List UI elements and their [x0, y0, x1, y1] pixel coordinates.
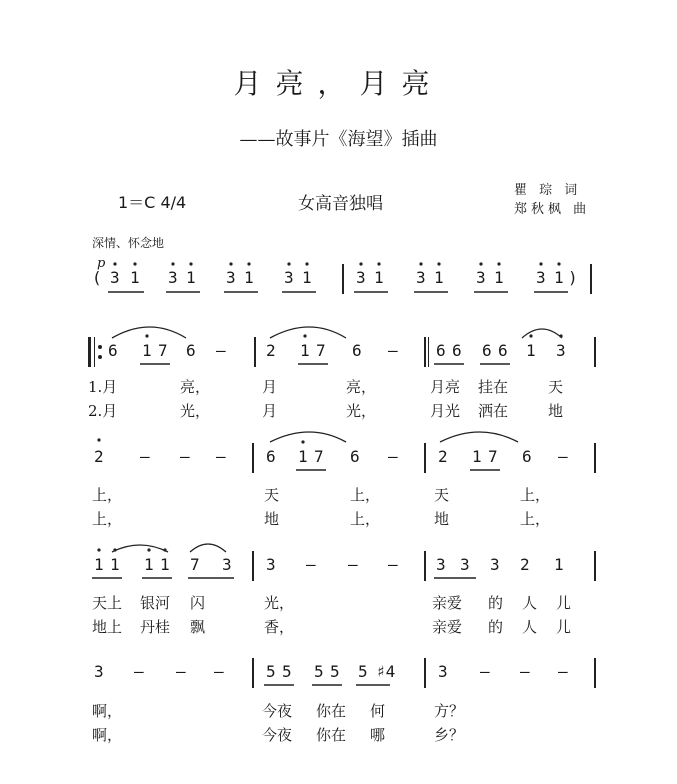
- lyric: 啊，: [92, 726, 123, 744]
- barline: [424, 337, 426, 367]
- lyric: 的: [488, 618, 504, 636]
- lyric: 天: [548, 378, 564, 396]
- note: 1: [160, 555, 170, 574]
- note: 7: [316, 341, 326, 360]
- note: 6: [108, 341, 118, 360]
- lyric: 洒在: [478, 402, 509, 420]
- dash: —: [216, 341, 226, 360]
- barline: [424, 551, 426, 581]
- lyric: 今夜: [262, 702, 293, 720]
- note: 3: [460, 555, 470, 574]
- paren-open: (: [92, 268, 102, 287]
- note: 7: [314, 447, 324, 466]
- dash: —: [180, 447, 190, 466]
- note: 3: [436, 555, 446, 574]
- repeat-barline: [88, 337, 91, 367]
- lyric: 2.月: [88, 402, 118, 420]
- dash: —: [216, 447, 226, 466]
- note: 1: [302, 268, 312, 287]
- lyric: 儿: [556, 618, 572, 636]
- lyric: 挂在: [478, 378, 509, 396]
- note: 6: [522, 447, 532, 466]
- paren-close: ): [568, 268, 578, 287]
- note: 6: [266, 447, 276, 466]
- note: 3: [226, 268, 236, 287]
- lyric: 上，: [520, 486, 551, 504]
- lyric: 上，: [520, 510, 551, 528]
- note: 1: [142, 341, 152, 360]
- dash: —: [558, 447, 568, 466]
- lyric: 银河: [140, 594, 171, 612]
- lyricist-credit: 瞿 琮 词: [514, 183, 582, 198]
- note: 3: [110, 268, 120, 287]
- system-2: [88, 337, 594, 367]
- dash: —: [140, 447, 150, 466]
- song-title: 月亮，月亮: [233, 67, 444, 100]
- note: 3: [556, 341, 566, 360]
- note: 5: [282, 662, 292, 681]
- system-5: [88, 658, 594, 688]
- lyric: 上，: [350, 486, 381, 504]
- lyric: 天: [434, 486, 450, 504]
- lyric: 光，: [180, 402, 211, 420]
- note: 2: [520, 555, 530, 574]
- lyric: 人: [522, 618, 538, 636]
- barline: [594, 337, 596, 367]
- lyric: 上，: [92, 510, 123, 528]
- lyric: 亮，: [346, 378, 377, 396]
- note: 6: [186, 341, 196, 360]
- barline: [252, 443, 254, 473]
- dash: —: [348, 555, 358, 574]
- note: 6: [352, 341, 362, 360]
- lyric: 哪: [370, 726, 386, 744]
- note: 1: [144, 555, 154, 574]
- note: 1: [186, 268, 196, 287]
- note: 1: [526, 341, 536, 360]
- note: 5: [358, 662, 368, 681]
- lyric: 今夜: [262, 726, 293, 744]
- dash: —: [214, 662, 224, 681]
- note: 6: [452, 341, 462, 360]
- system-3: [88, 443, 594, 473]
- lyric: 丹桂: [140, 618, 171, 636]
- note: 5: [314, 662, 324, 681]
- barline: [342, 264, 344, 294]
- composer-credit: 郑秋枫 曲: [514, 202, 591, 217]
- lyric: 啊，: [92, 702, 123, 720]
- lyric: 儿: [556, 594, 572, 612]
- lyric: 你在: [316, 702, 347, 720]
- dash: —: [134, 662, 144, 681]
- note: 1: [298, 447, 308, 466]
- note-sharp: ♯4: [376, 662, 396, 681]
- lyric: 月亮: [430, 378, 461, 396]
- note: 3: [284, 268, 294, 287]
- barline: [424, 443, 426, 473]
- note: 7: [190, 555, 200, 574]
- repeat-barline-thin: [94, 337, 95, 367]
- note: 3: [536, 268, 546, 287]
- expression-marking: 深情、怀念地: [92, 236, 165, 250]
- dash: —: [520, 662, 530, 681]
- dash: —: [306, 555, 316, 574]
- note: 3: [476, 268, 486, 287]
- barline: [424, 658, 426, 688]
- note: 1: [374, 268, 384, 287]
- barline: [252, 658, 254, 688]
- lyric: 地: [264, 510, 280, 528]
- note: 6: [482, 341, 492, 360]
- note: 1: [244, 268, 254, 287]
- lyric: 月光: [430, 402, 461, 420]
- note: 7: [158, 341, 168, 360]
- note: 7: [488, 447, 498, 466]
- lyric: 亲爱: [432, 594, 463, 612]
- dash: —: [558, 662, 568, 681]
- barline: [594, 551, 596, 581]
- system-intro: [88, 264, 594, 294]
- note: 1: [494, 268, 504, 287]
- note: 5: [330, 662, 340, 681]
- barline-thin: [428, 337, 429, 367]
- note: 2: [94, 447, 104, 466]
- song-subtitle: ——故事片《海望》插曲: [239, 129, 438, 150]
- note: 2: [438, 447, 448, 466]
- dash: —: [480, 662, 490, 681]
- barline: [594, 658, 596, 688]
- barline: [252, 551, 254, 581]
- lyric: 月: [262, 402, 278, 420]
- note: 1: [300, 341, 310, 360]
- note: 6: [436, 341, 446, 360]
- note: 3: [356, 268, 366, 287]
- barline: [254, 337, 256, 367]
- dash: —: [388, 447, 398, 466]
- lyric: 光，: [264, 594, 295, 612]
- lyric: 上，: [92, 486, 123, 504]
- performance-type: 女高音独唱: [298, 194, 383, 214]
- lyric: 飘: [190, 618, 206, 636]
- note: 1: [130, 268, 140, 287]
- system-4: [88, 551, 594, 581]
- note: 1: [472, 447, 482, 466]
- note: 3: [490, 555, 500, 574]
- lyric: 亮，: [180, 378, 211, 396]
- note: 6: [350, 447, 360, 466]
- lyric: 人: [522, 594, 538, 612]
- lyric: 乡？: [434, 726, 465, 744]
- note: 5: [266, 662, 276, 681]
- lyric: 闪: [190, 594, 206, 612]
- lyric: 何: [370, 702, 386, 720]
- lyric: 光，: [346, 402, 377, 420]
- note: 3: [94, 662, 104, 681]
- lyric: 地: [434, 510, 450, 528]
- dash: —: [176, 662, 186, 681]
- lyric: 月: [262, 378, 278, 396]
- note: 6: [498, 341, 508, 360]
- lyric: 香，: [264, 618, 295, 636]
- note: 1: [110, 555, 120, 574]
- lyric: 的: [488, 594, 504, 612]
- lyric: 你在: [316, 726, 347, 744]
- barline: [590, 264, 592, 294]
- lyric: 地: [548, 402, 564, 420]
- lyric: 地上: [92, 618, 123, 636]
- note: 3: [266, 555, 276, 574]
- lyric: 1.月: [88, 378, 118, 396]
- lyric: 天: [264, 486, 280, 504]
- key-signature: 1＝C 4/4: [118, 193, 187, 212]
- note: 1: [434, 268, 444, 287]
- dynamic-marking: p: [97, 256, 106, 271]
- note: 3: [416, 268, 426, 287]
- note: 3: [222, 555, 232, 574]
- dash: —: [388, 555, 398, 574]
- barline: [594, 443, 596, 473]
- note: 3: [168, 268, 178, 287]
- note: 1: [554, 268, 564, 287]
- lyric: 方？: [434, 702, 465, 720]
- note: 3: [438, 662, 448, 681]
- lyric: 天上: [92, 594, 123, 612]
- note: 1: [94, 555, 104, 574]
- lyric: 亲爱: [432, 618, 463, 636]
- note: 2: [266, 341, 276, 360]
- dash: —: [388, 341, 398, 360]
- note: 1: [554, 555, 564, 574]
- lyric: 上，: [350, 510, 381, 528]
